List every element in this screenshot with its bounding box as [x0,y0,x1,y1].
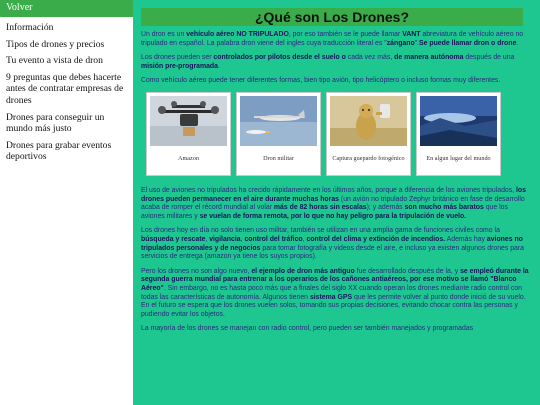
nav-item-evento-dron[interactable]: Tu evento a vista de dron [6,55,103,67]
gallery-caption-amazon: Amazon [178,154,199,162]
gallery-caption-mundo: En algun lugar del mundo [426,154,491,162]
paragraph-history: Pero los drones no son algo nuevo, el ejemplo de dron más antiguo fue desarrollado después de la, y se empleó durante la segunda guerra mundial para entrenar a los operarios de los cañones antiaéreos, por ese motivo se llamó "Blanco Aéreo". Sin embargo, no es hasta poco más que a finales del siglo XX cuando operan los drones mediante radio control con todas las características de autonomía. Algunos tienen sistema GPS que les permite volver al punto donde inició de su vuelo. En el futuro se espera que los drones vuelen solos, tomando sus propias decisiones, evitando chocar contra las personas y pudiendo evitar los objetos. [141,267,529,318]
nav-item-preguntas[interactable]: 9 preguntas que debes hacerte antes de contratar empresas de drones [6,71,124,106]
nav-item-informacion[interactable]: Información [6,22,54,33]
paragraph-civil-uses: Los drones hoy en día no solo tienen uso militar, también se utilizan en una amplia gama de funciones civiles como la búsqueda y rescate, vigilancia, control del tráfico, control del clima y extinción de incendios. Además hay aviones no tripulados personales y de negocios para tomar fotografía y videos desde el aire, e incluso ya existen algunos drones para servicios de entrega (amazon ya tiene los suyos propios). [141,227,525,261]
paragraph-radio-control: La mayoría de los drones se manejan con radio control, pero pueden ser también manejados y programadas [141,325,474,333]
gallery-caption-militar: Dron militar [263,154,294,162]
main-content [141,8,540,405]
paragraph-usage: El uso de aviones no tripulados ha crecido rápidamente en los últimos años, porque a diferencia de los aviones tripulados, los drones pueden permanecer en el aire durante muchas horas (un avión no tripulado Zephyr británico en fase de desarrollo acaba de romper el récord mundial al volar más de 82 horas sin escalas); y además son mucho más baratos que los aviones militares y se vuelan de forma remota, por lo que no hay peligro para la tripulación de vuelo. [141,186,526,220]
gallery-caption-guepardo: Captura guepardo fotogénico [332,154,405,162]
page-title: ¿Qué son Los Drones? [141,8,523,26]
gallery-item-amazon[interactable] [146,92,231,176]
sidebar-nav [0,0,133,405]
gallery-item-militar[interactable] [236,92,321,176]
paragraph-intro: Un dron es un vehículo aéreo NO TRIPULADO, por eso también se le puede llamar VANT abreviatura de vehículo aéreo no tripulado en español. La palabra dron viene del ingles cuya traducción literal es "zángano".Se puede llamar dron o drone. [141,31,524,47]
image-gallery [141,92,540,176]
nav-item-mundo-justo[interactable]: Drones para conseguir un mundo más justo [6,111,105,135]
military-drone-image [240,96,317,146]
gallery-item-mundo[interactable] [416,92,501,176]
nav-item-volver[interactable]: Volver [0,0,133,17]
world-landscape-image [420,96,497,146]
paragraph-control: Los drones pueden ser controlados por pilotos desde el suelo o cada vez más, de manera autónoma después de una misión pre-programada. [141,54,515,70]
gallery-item-guepardo[interactable] [326,92,411,176]
paragraph-forms: Como vehículo aéreo puede tener diferentes formas, bien tipo avión, tipo helicóptero o incluso formas muy diferentes. [141,77,501,85]
nav-item-eventos-deportivos[interactable]: Drones para grabar eventos deportivos [6,139,112,163]
nav-item-tipos-drones[interactable]: Tipos de drones y precios [6,38,105,50]
cheetah-photo-image [330,96,407,146]
amazon-drone-image [150,96,227,146]
